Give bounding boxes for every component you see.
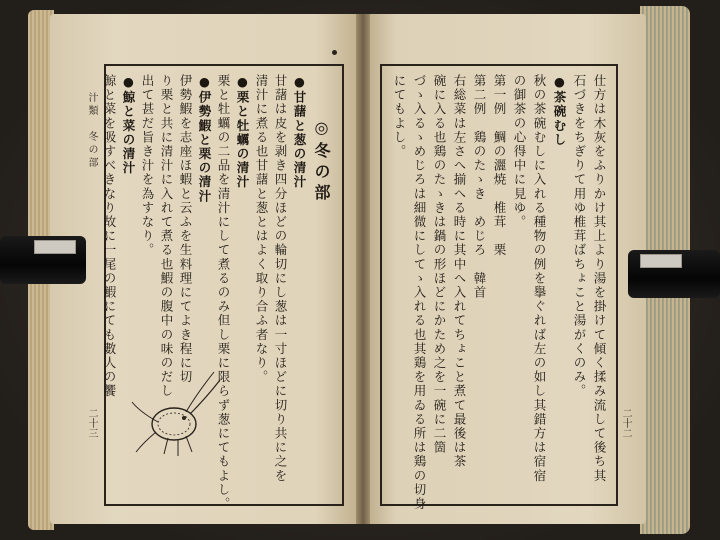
right-text-column: 第二例 鶏のたゝき めじろ 韓首: [472, 74, 487, 300]
right-text-column: 仕方は木灰をふりかけ其上より湯を掛けて傾く揉み流して後ち其: [592, 74, 607, 483]
left-text-column: ●甘藷と葱の清汁: [292, 74, 307, 190]
left-page-number: 二十三: [86, 408, 97, 438]
running-header: 汁類 冬の部: [86, 92, 97, 170]
left-text-column: ●鯨と菜の清汁: [121, 74, 136, 176]
left-text-column: ●伊勢鰕と栗の清汁: [197, 74, 212, 204]
left-text-column: 栗と牡蠣の二品を清汁にして煮るのみ但し栗に限らず葱にてもよし。: [216, 74, 231, 512]
left-text-column: 甘藷は皮を剥き四分ほどの輪切にし葱は一寸ほどに切り共に之を: [273, 74, 288, 483]
right-text-column: 右総菜は左さへ揃へる時に其中へ入れてちょこと煮て最後は茶: [452, 74, 467, 469]
right-text-column: ●茶碗むし: [552, 74, 567, 147]
left-text-column: 出て甚だ旨き汁を為すなり。: [140, 74, 155, 258]
right-page-number: 二十二: [620, 408, 631, 438]
right-text-column: にてもよし。: [392, 74, 407, 159]
book-clip-bar-left: [34, 240, 76, 254]
right-text-column: の御茶の心得中に見ゆ。: [512, 74, 527, 230]
left-text-column: 鯨と菜を吸すべきなり故に一尾の鰕にても數人の饗: [102, 74, 117, 399]
right-text-column: 秋の茶碗むしに入れる種物の例を擧ぐれば左の如し其錯方は宿宿: [532, 74, 547, 483]
right-text-column: 石づきをちぎりて用ゆ椎茸ばちょこと湯がくのみ。: [572, 74, 587, 399]
lobster-illustration: [128, 362, 228, 462]
book-clip-bar-right: [640, 254, 682, 268]
section-title: ◎冬の部: [312, 118, 331, 205]
right-text-column: づゝ入るゝめじろは細微にしてゝ入れる也其鶏を用ゐる所は鶏の切身: [412, 74, 427, 512]
right-text-column: 第一例 鯛の灑焼 椎茸 栗: [492, 74, 507, 258]
ink-mark: [332, 50, 337, 55]
right-text-column: 碗に入る也鶏のたゝきは鍋の形ほどにかため之を一碗に二箇: [432, 74, 447, 455]
left-text-column: ●栗と牡蠣の清汁: [235, 74, 250, 190]
book-gutter: [356, 14, 370, 524]
left-text-column: 清汁に煮る也甘藷と葱とはよく取り合ふ者なり。: [254, 74, 269, 385]
left-text-column: 伊勢鰕を志座ほ蝦と云ふを生料理にてよき程に切: [178, 74, 193, 385]
left-text-column: り栗と共に清汁に入れて煮る也鰕の腹中の味のだし: [159, 74, 174, 399]
